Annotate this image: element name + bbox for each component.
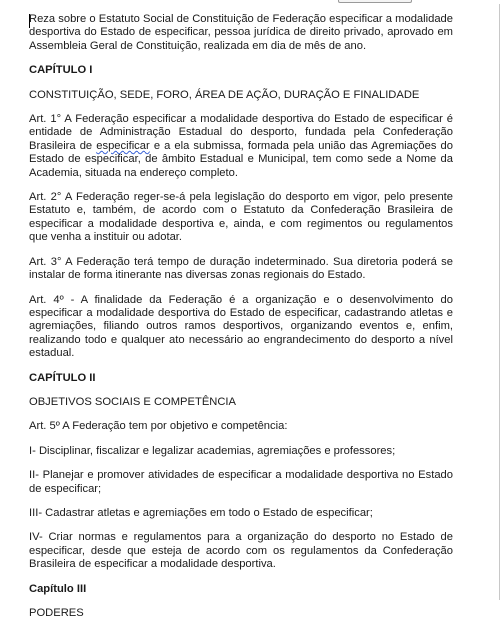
article-5: Art. 5º A Federação tem por objetivo e competência: <box>29 420 288 433</box>
article-1-part-1: Art. 1° A Federação especificar a modalidade desportiva do Estado de especificar é entidade de Administração Estadual do desporto, fundada pela Confederação Brasileira de <box>29 113 453 152</box>
chapter-3-subtitle: PODERES <box>29 607 84 619</box>
header-tab <box>338 0 412 3</box>
article-1-part-2: e a ela submissa, formada pela união das Agremiações do Estado de especificar, de âmbito Estadual e Municipal, tem como sede a Nome da Academia, situada na endereço completo. <box>29 139 453 179</box>
chapter-1-title: CAPÍTULO I <box>29 64 93 77</box>
chapter-1-subtitle: CONSTITUIÇÃO, SEDE, FORO, ÁREA DE AÇÃO, DURAÇÃO E FINALIDADE <box>29 88 420 101</box>
list-item: IV- Criar normas e regulamentos para a organização do desporto no Estado de especificar, desde que esteja de acordo com os regulamentos da Confederação Brasileira de especificar a modalidade desportiva. <box>29 531 453 571</box>
list-item: III- Cadastrar atletas e agremiações em todo o Estado de especificar; <box>29 506 373 519</box>
article-1 <box>29 113 453 180</box>
chapter-3-title: Capítulo III <box>29 582 87 595</box>
page-top-edge <box>0 0 500 4</box>
list-item: I- Disciplinar, fiscalizar e legalizar academias, agremiações e professores; <box>29 444 396 457</box>
intro-paragraph: Reza sobre o Estatuto Social de Constituição de Federação especificar a modalidade desportiva do Estado de especificar, pessoa jurídica de direito privado, aprovado em Assembleia Geral de Constituição, realizada em dia de mês de ano. <box>29 13 453 52</box>
article-3: Art. 3° A Federação terá tempo de duração indeterminado. Sua diretoria poderá se instalar de forma itinerante nas diversas zonas regionais do Estado. <box>29 255 453 282</box>
document-body[interactable] <box>29 13 453 631</box>
chapter-2-subtitle: OBJETIVOS SOCIAIS E COMPETÊNCIA <box>29 395 237 408</box>
chapter-2-title: CAPÍTULO II <box>29 371 96 384</box>
article-4: Art. 4º - A finalidade da Federação é a organização e o desenvolvimento do especificar a modalidade desportiva do Estado de especificar, cadastrando atletas e agremiações, filiando outros ramos desportivos, organizando eventos e, enfim, realizando todo e qualquer ato necessário ao engrandecimento do desporto a nível estadual. <box>29 293 453 360</box>
spellcheck-flagged-word[interactable]: especificar <box>96 139 150 152</box>
article-2: Art. 2° A Federação reger-se-á pela legislação do desporto em vigor, pelo presente Estatuto e, também, de acordo com o Estatuto da Confederação Brasileira de especificar a modalidade desportiva e, ainda, e com regimentos ou regulamentos que venha a instituir ou adotar. <box>29 191 453 244</box>
list-item: II- Planejar e promover atividades de especificar a modalidade desportiva no Estado de especificar; <box>29 469 453 495</box>
